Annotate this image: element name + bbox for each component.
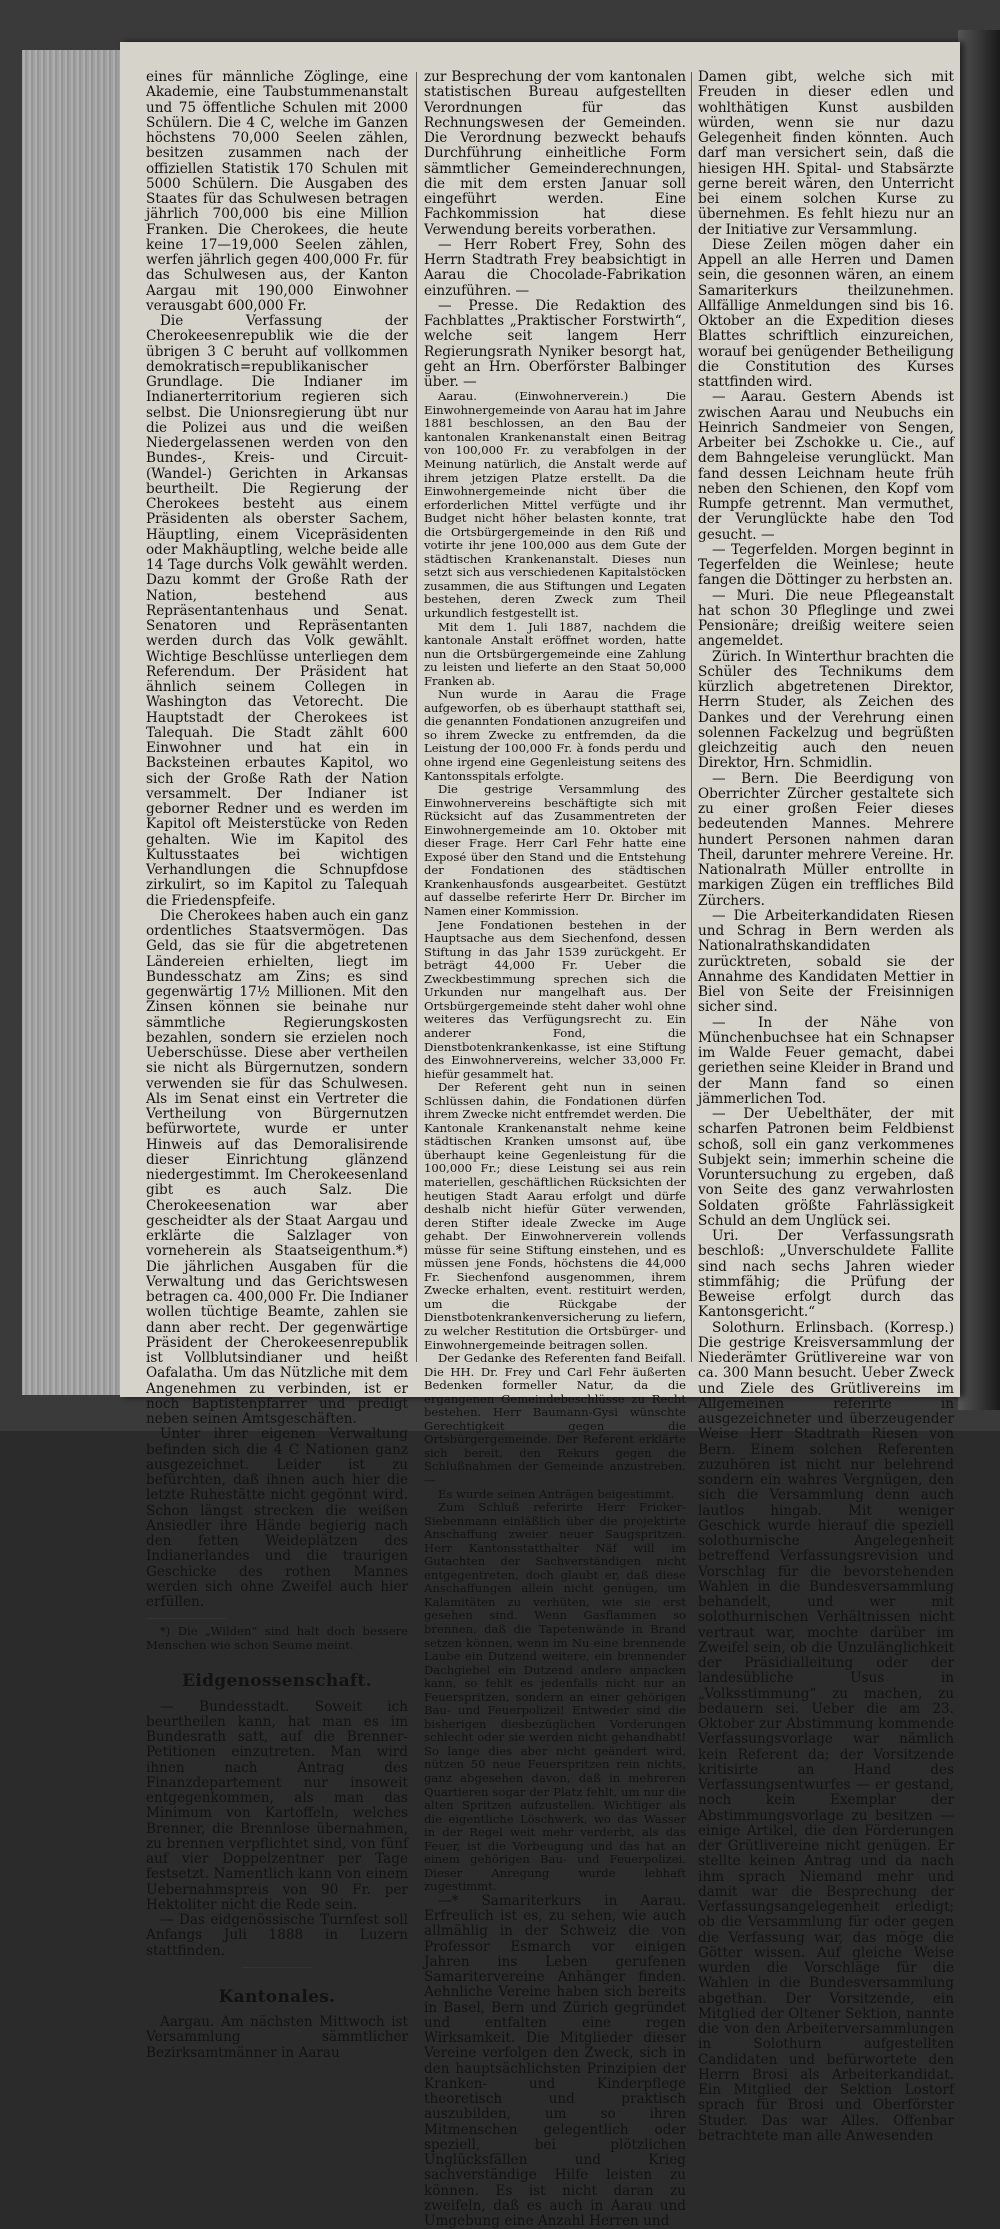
column-rule (416, 72, 417, 1362)
column-rule (691, 72, 692, 1362)
paragraph: — Tegerfelden. Morgen beginnt in Tegerfelden die Weinlese; heute fangen die Döttinger zu herbsten an. (698, 541, 954, 589)
paragraph: — Presse. Die Redaktion des Fachblattes „Praktischer Forstwirth“, welche seit langem Herr Regierungsrath Nyniker besorgt hat, geht an Hrn. Oberförster Balbinger über. — (424, 297, 686, 390)
paragraph: Damen gibt, welche sich mit Freuden in dieser edlen und wohlthätigen Kunst ausbilden würden, wenn sie nur dazu Gelegenheit finden könnten. Auch darf man versichert sein, daß die hiesigen HH. Spital- und Stabsärzte gerne bereit wären, den Unterricht bei einem solchen Kurse zu übernehmen. Es fehlt hiezu nur an der Initiative zur Versammlung. (698, 69, 954, 238)
paragraph: Aargau. Am nächsten Mittwoch ist Versammlung sämmtlicher Bezirksamtmänner in Aarau (146, 2014, 408, 2061)
paragraph: — Bundesstadt. Soweit ich beurtheilen kann, hat man es im Bundesrath satt, auf die Brenner-Petitionen einzutreten. Man wird ihnen nach Antrag des Finanzdepartement nur insoweit entgegenkommen, als man das Minimum von Kartoffeln, welches Brenner, die Brennlose übernahmen, zu brennen verpflichtet sind, von fünf auf vier Doppelzentner per Tage festsetzt. Namentlich kann von einem Uebernahmspreis von 90 Fr. per Hektoliter nicht die Rede sein. (146, 1698, 408, 1913)
paragraph: —* Samariterkurs in Aarau. Erfreulich ist es, zu sehen, wie auch allmählig in der Schweiz die von Professor Esmarch vor einigen Jahren ins Leben gerufenen Samaritervereine Anhänger finden. Aehnliche Vereine haben sich bereits in Basel, Bern und Zürich gegründet und entfalten eine regen Wirksamkeit. Die Mitglieder dieser Vereine verfolgen den Zweck, sich in den hauptsächlichsten Prinzipien der Kranken- und Kinderpflege theoretisch und praktisch auszubilden, um so ihren Mitmenschen gelegentlich oder speziell, bei plötzlichen Unglücksfällen und Krieg sachverständige Hilfe leisten zu können. Es ist nicht daran zu zweifeln, daß es auch in Aarau und Umgebung eine Anzahl Herren und (424, 1892, 686, 2229)
paragraph-small: Zum Schluß referirte Herr Fricker-Siebenmann einläßlich über die projektirte Anschaffung zweier neuer Saugspritzen. Herr Kantonsstatthalter Näf will im Gutachten der Sachverständigen nicht entgegentreten, doch glaubt er, daß diese Anschaffungen allein nicht genügen, um Kalamitäten zu verhüten, wie sie erst gesehen sind. Wenn Gasflammen so brennen, daß die Tapetenwände in Brand setzen können, wenn im Nu eine brennende Laube ein Dutzend weitere, ein brennender Dachgiebel ein Dutzend andere anpacken kann, so fehlt es jedenfalls nicht nur an Feuerspritzen, sondern an einer gehörigen Bau- und Feuerpolizei! Entweder sind die bisherigen diesbezüglichen Vorderungen schlecht oder sie werden nicht gehandhabt! So lange dies aber nicht geändert wird, nützen 50 neue Feuerspritzen rein nichts, ganz abgesehen davon, daß in mehreren Quartieren sogar der Platz fehlt, um nur die alten Spritzen aufzustellen. Wichtiger als die eigentliche Löschwerk, wo das Wasser in der Regel weit mehr verderbt, als das Feuer, ist die Vorbeugung und das hat an einem gehörigen Bau- und Feuerpolizei. Dieser Anregung wurde lebhaft zugestimmt. (424, 1500, 686, 1894)
column-3 (698, 69, 954, 2144)
column-1 (146, 69, 408, 2061)
paragraph: — Herr Robert Frey, Sohn des Herrn Stadtrath Frey beabsichtigt in Aarau die Chocolade-Fabrikation einzuführen. — (424, 236, 686, 299)
paragraph-small: Es wurde seinen Anträgen beigestimmt. (438, 1486, 675, 1501)
footnote: *) Die „Wilden“ sind halt doch bessere Menschen wie schon Seume meint. (146, 1624, 408, 1652)
paragraph-small: Aarau. (Einwohnerverein.) Die Einwohnergemeinde von Aarau hat im Jahre 1881 beschlossen, an den Bau der kantonalen Krankenanstalt einen Beitrag von 100,000 Fr. zu verabfolgen in der Meinung natürlich, die Anstalt werde auf ihrem jetzigen Platze erstellt. Da die Einwohnergemeinde nicht über die erforderlichen Mittel verfügte und ihr Budget nicht höher belasten konnte, trat die Ortsbürgergemeinde in den Riß und votirte ihr jene 100,000 aus dem Gute der städtischen Krankenanstalt. Dieses nun setzt sich aus verschiedenen Kapitalstöcken zusammen, die aus Stiftungen und Legaten bestehen, deren Zweck zum Theil urkundlich festgestellt ist. (424, 389, 686, 620)
paragraph-small: Nun wurde in Aarau die Frage aufgeworfen, ob es überhaupt statthaft sei, die genannten Fondationen anzugreifen und so ihrem Zwecke zu entfremden, da die Leistung der 100,000 Fr. à fonds perdu und ohne irgend eine Gegenleistung seitens des Kantonsspitals erfolgte. (424, 687, 686, 783)
book-edge (22, 50, 122, 1395)
paragraph: — Der Uebelthäter, der mit scharfen Patronen beim Feldbienst schoß, soll ein ganz verkommenes Subjekt sein; immerhin scheine die Voruntersuchung zu ergeben, daß von Seite des ganz verwahrlosten Soldaten größte Fahrlässigkeit Schuld an dem Unglück sei. (698, 1106, 954, 1229)
paragraph: — Muri. Die neue Pflegeanstalt hat schon 30 Pfleglinge und zwei Pensionäre; dreißig weitere seien angemeldet. (698, 587, 954, 650)
paragraph: Die Cherokees haben auch ein ganz ordentliches Staatsvermögen. Das Geld, das sie für die abgetretenen Ländereien erhielten, liegt im Bundesschatz am Zins; es sind gegenwärtig 17½ Millionen. Mit den Zinsen können sie beinahe nur sämmtliche Regierungskosten bezahlen, sondern sie erzielen noch Ueberschüsse. Diese aber vertheilen sie nicht als Bürgernutzen, sondern verwenden sie für das Schulwesen. Als im Senat einst ein Vertreter die Vertheilung von Bürgernutzen befürwortete, wurde er unter Hinweis auf das Demoralisirende dieser Einrichtung glänzend niedergestimmt. Im Cherokeesenland gibt es auch Salz. Die Cherokeesenation war aber gescheidter als der Staat Aargau und erklärte die Salzlager von vorneherein als Staatseigenthum.*) Die jährlichen Ausgaben für die Verwaltung und das Gerichtswesen betragen ca. 400,000 Fr. Die Indianer wollen tüchtige Beamte, zahlen sie dann aber recht. Der gegenwärtige Präsident der Cherokeesenrepublik ist Vollblutsindianer und heißt Oafalatha. Um das Nützliche mit dem Angenehmen zu verbinden, ist er noch Baptistenpfarrer und predigt neben seinen Amtsgeschäften. (146, 907, 408, 1427)
paragraph: — In der Nähe von Münchenbuchsee hat ein Schnapser im Walde Feuer gemacht, dabei geriethen seine Kleider in Brand und der Mann fand so einen jämmerlichen Tod. (698, 1014, 954, 1107)
newspaper-page (120, 42, 960, 2229)
paragraph: Zürich. In Winterthur brachten die Schüler des Technikums dem kürzlich abgetretenen Direktor, Herrn Studer, als Zeichen des Dankes und der Verehrung einen solennen Fackelzug und begrüßten gleichzeitig auch den neuen Direktor, Hrn. Schmidlin. (698, 648, 954, 772)
paragraph: Uri. Der Verfassungsrath beschloß: „Unverschuldete Fallite sind nach sechs Jahren wieder stimmfähig; die Prüfung der Beweise erfolgt durch das Kantonsgericht.“ (698, 1228, 954, 1321)
column-2 (424, 69, 686, 2229)
paragraph: Diese Zeilen mögen daher ein Appell an alle Herren und Damen sein, die gesonnen wären, an einem Samariterkurs theilzunehmen. Allfällige Anmeldungen sind bis 16. Oktober an die Expedition dieses Blattes schriftlich einzureichen, worauf bei genügender Betheiligung die Constitution des Kurses stattfinden wird. (698, 236, 954, 390)
paragraph: Die Verfassung der Cherokeesenrepublik wie die der übrigen 3 C beruht auf vollkommen demokratisch=republikanischer Grundlage. Die Indianer im Indianerterritorium regieren sich selbst. Die Unionsregierung übt nur die Polizei aus und die weißen Niedergelassenen werden von den Bundes-, Kreis- und Circuit- (Wandel-) Gerichten in Arkansas beurtheilt. Die Regierung der Cherokees besteht aus einem Präsidenten als oberster Sachem, Häuptling, einem Vicepräsidenten oder Makhäuptling, welche beide alle 14 Tage durchs Volk gewählt werden. Dazu kommt der Große Rath der Nation, bestehend aus Repräsentantenhaus und Senat. Senatoren und Repräsentanten werden durch das Volk gewählt. Wichtige Beschlüsse unterliegen dem Referendum. Der Präsident hat ähnlich seinem Collegen in Washington das Vetorecht. Die Hauptstadt der Cherokees ist Talequah. Die Stadt zählt 600 Einwohner und hat ein in Backsteinen erbautes Kapitol, wo sich der Große Rath der Nation versammelt. Der Indianer ist geborner Redner und es werden im Kapitol oft Meisterstücke von Reden gehalten. Wie im Kapitol des Kultusstaates bei wichtigen Verhandlungen die Schnupfdose zirkulirt, so im Kapitol zu Talequah die Friedenspfeife. (146, 313, 408, 909)
paragraph: Unter ihrer eigenen Verwaltung befinden sich die 4 C Nationen ganz ausgezeichnet. Leider ist zu befürchten, daß ihnen auch hier die letzte Ruhestätte nicht gegönnt wird. Schon längst strecken die weißen Ansiedler ihre Hände begierig nach den fetten Weideplätzen des Indianerlandes und die traurigen Geschicke des rothen Mannes werden sich ohne Zweifel auch hier erfüllen. (146, 1426, 408, 1610)
paragraph-small: Die gestrige Versammlung des Einwohnervereins beschäftigte sich mit Rücksicht auf das Zusammentreten der Einwohnergemeinde am 10. Oktober mit dieser Frage. Herr Carl Fehr hatte eine Exposé über den Stand und die Entstehung der Fondationen des städtischen Krankenhausfonds ausgearbeitet. Gestützt auf dasselbe referirte Herr Dr. Bircher im Namen einer Kommission. (424, 782, 686, 919)
paragraph: — Die Arbeiterkandidaten Riesen und Schrag in Bern werden als Nationalrathskandidaten zurücktreten, sobald sie der Annahme des Kandidaten Mettier in Biel von Seite der Freisinnigen sicher sind. (698, 907, 954, 1016)
binding-shadow (958, 30, 1000, 1410)
paragraph: — Bern. Die Beerdigung von Oberrichter Zürcher gestaltete sich zu einer großen Feier dieses bedeutenden Mannes. Mehrere hundert Personen nahmen daran Theil, darunter mehrere Vereine. Hr. Nationalrath Müller entrollte in markigen Zügen ein treffliches Bild Zürchers. (698, 770, 954, 909)
paragraph: zur Besprechung der vom kantonalen statistischen Bureau aufgestellten Verordnungen für das Rechnungswesen der Gemeinden. Die Verordnung bezweckt behaufs Durchführung einheitliche Form sämmtlicher Gemeinderechnungen, die mit dem ersten Januar soll eingeführt werden. Eine Fachkommission hat diese Verwendung bereits vorberathen. (424, 69, 686, 238)
paragraph-small: Der Referent geht nun in seinen Schlüssen dahin, die Fondationen dürfen ihrem Zwecke nicht entfremdet werden. Die Kantonale Krankenanstalt nehme keine städtischen Kranken umsonst auf, übe überhaupt keine Gegenleistung für die 100,000 Fr.; diese Leistung sei aus rein materiellen, geschäftlichen Rücksichten der heutigen Stadt Aarau erfolgt und dürfe deshalb nicht hiefür Güter verwenden, deren Stifter ideale Zwecke im Auge gehabt. Der Einwohnerverein vollends müsse für seine Stiftung einstehen, und es müssen jene Fonds, höchstens die 44,000 Fr. Siechenfond ausgenommen, ihrem Zwecke erhalten, event. restituirt werden, um die Rückgabe der Dienstbotenkrankenversicherung zu liefern, zu welcher Restitution die Ortsbürger- und Einwohnergemeinde beitragen sollen. (424, 1080, 686, 1352)
section-heading: Eidgenossenschaft. (182, 1671, 372, 1692)
paragraph: — Das eidgenössische Turnfest soll Anfangs Juli 1888 in Luzern stattfinden. (146, 1912, 408, 1959)
paragraph-small: Der Gedanke des Referenten fand Beifall. Die HH. Dr. Frey und Carl Fehr äußerten Bedenken formeller Natur, da die ergangenen Gemeindebeschlüsse zu Recht bestehen. Herr Baumann-Gysi wünschte Gerechtigkeit gegen die Ortsbürgergemeinde. Der Referent erklärte sich bereit, den Rekurs gegen die Schlußnahmen der Gemeinde anzustreben. — (424, 1351, 686, 1487)
paragraph: Solothurn. Erlinsbach. (Korresp.) Die gestrige Kreisversammlung der Niederämter Grütlivereine war von ca. 300 Mann besucht. Ueber Zweck und Ziele des Grütlivereins im Allgemeinen referirte in ausgezeichneter und überzeugender Weise Herr Stadtrath Riesen von Bern. Einem solchen Referenten zuzuhören ist nicht nur belehrend sondern ein wahres Vergnügen, den sich die Versammlung denn auch lautlos hingab. Mit weniger Geschick wurde hierauf die speziell solothurnische Angelegenheit betreffend Verfassungsrevision und Vorschlag für die bevorstehenden Wahlen in die Bundesversammlung behandelt, und wer mit solothurnischen Verhältnissen nicht vertraut war, mochte darüber im Zweifel sein, ob die Unzulänglichkeit der Präsidialleitung oder der landesübliche Usus in „Volksstimmung“ zu machen, zu bedauern sei. Ueber die am 23. Oktober zur Abstimmung kommende Verfassungsvorlage war nämlich kein Referent da; der Vorsitzende kritisirte an Hand des Verfassungsentwurfes — er gestand, noch kein Exemplar der Abstimmungsvorlage zu besitzen — einige Artikel, die den Förderungen der Grütlivereine nicht genügen. Er stellte keinen Antrag und da nach ihm sprach Niemand mehr und damit war die Besprechung der Verfassungsangelegenheit erledigt; ob die Versammlung für oder gegen die Verfassung war, das möge die Götter wissen. Auf gleiche Weise wurden die Vorschläge für die Wahlen in die Bundesversammlung abgethan. Der Vorsitzende, ein Mitglied der Oltener Sektion, nannte die von den Arbeiterversammlungen in Solothurn aufgestellten Candidaten und befürwortete den Herrn Brosi als Arbeiterkandidat. Ein Mitglied der Sektion Lostorf sprach für Brosi und Oberförster Studer. Das war Alles. Offenbar betrachtete man alle Anwesenden (698, 1319, 954, 2144)
divider (242, 1967, 312, 1968)
paragraph-small: Jene Fondationen bestehen in der Hauptsache aus dem Siechenfond, dessen Stiftung in das Jahr 1539 zurückgeht. Er beträgt 44,000 Fr. Ueber die Zweckbestimmung sprechen sich die Urkunden nur mangelhaft aus. Der Ortsbürgergemeinde steht daher wohl ohne weiteres das Verfügungsrecht zu. Ein anderer Fond, die Dienstbotenkrankenkasse, ist eine Stiftung des Einwohnervereins, welcher 33,000 Fr. hiefür gesammelt hat. (424, 917, 686, 1081)
paragraph-small: Mit dem 1. Juli 1887, nachdem die kantonale Anstalt eröffnet worden, hatte nun die Ortsbürgergemeinde eine Zahlung zu leisten und lieferte an den Staat 50,000 Franken ab. (424, 619, 686, 688)
paragraph: eines für männliche Zöglinge, eine Akademie, eine Taubstummenanstalt und 75 öffentliche Schulen mit 2000 Schülern. Die 4 C, welche im Ganzen höchstens 70,000 Seelen zählen, besitzen zusammen nach der offiziellen Statistik 170 Schulen mit 5000 Schülern. Die Ausgaben des Staates für das Schulwesen betragen jährlich 700,000 bis eine Million Franken. Die Cherokees, die heute keine 17—19,000 Seelen zählen, werfen jährlich gegen 400,000 Fr. für das Schulwesen aus, der Kanton Aargau mit 190,000 Einwohner verausgabt 600,000 Fr. (146, 69, 408, 314)
footnote-divider (146, 1618, 226, 1619)
paragraph: — Aarau. Gestern Abends ist zwischen Aarau und Neubuchs ein Heinrich Sandmeier von Sengen, Arbeiter bei Zschokke u. Cie., auf dem Bahngeleise verunglückt. Man fand dessen Leichnam heute früh neben den Schienen, den Kopf vom Rumpfe getrennt. Man vermuthet, der Verunglückte habe den Tod gesucht. — (698, 389, 954, 543)
section-heading: Kantonales. (218, 1986, 336, 2007)
